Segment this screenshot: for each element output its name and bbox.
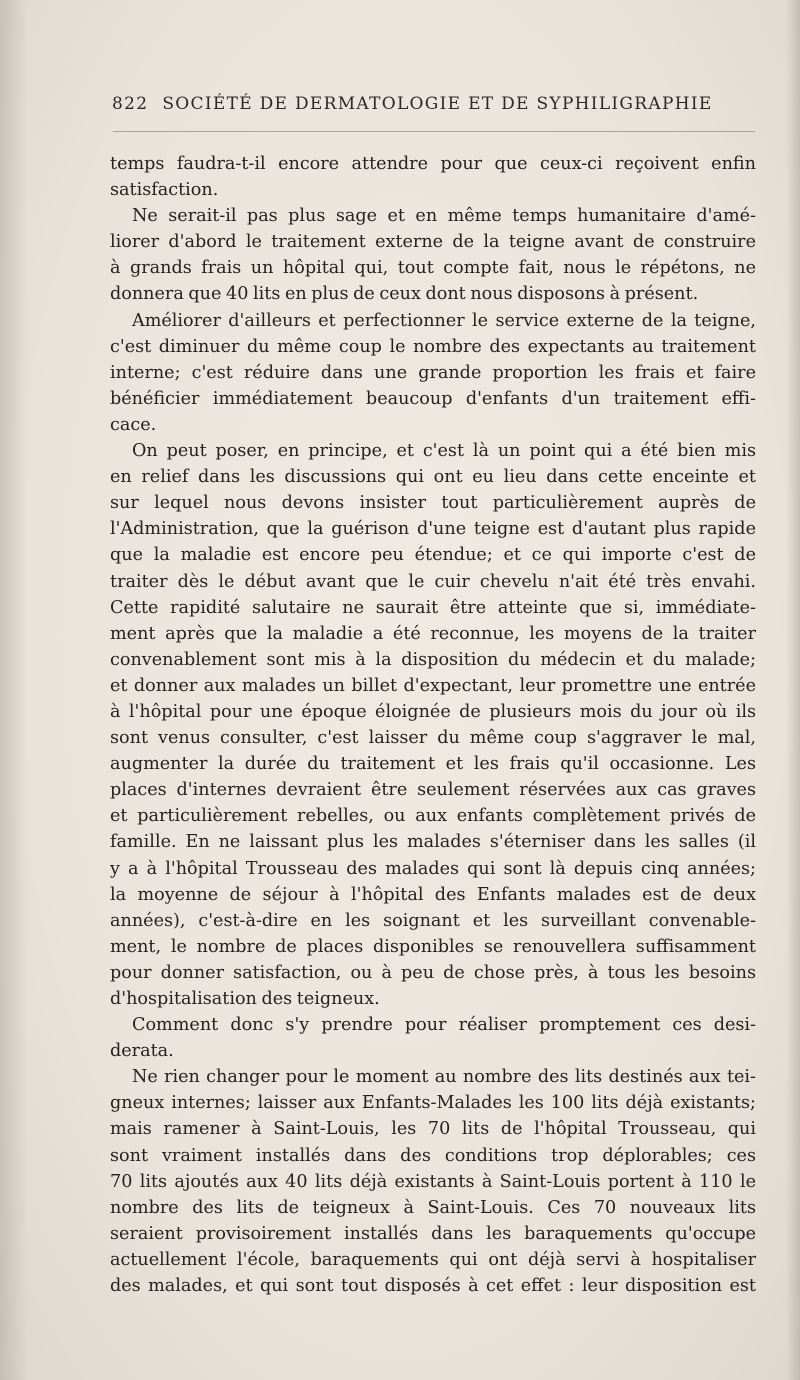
text-line: à l'hôpital pour une époque éloignée de plusieurs mois du jour où ils	[110, 701, 756, 722]
running-title: SOCIÉTÉ DE DERMATOLOGIE ET DE SYPHILIGRAPHIE	[162, 94, 713, 114]
text-line: et donner aux malades un billet d'expectant, leur promettre une entrée	[110, 675, 756, 696]
text-line: places d'internes devraient être seulement réservées aux cas graves	[110, 780, 756, 801]
text-line: c'est diminuer du même coup le nombre des expectants au traitement	[110, 336, 756, 357]
text-line: d'hospitalisation des teigneux.	[110, 989, 380, 1009]
text-line: Comment donc s'y prendre pour réaliser promptement ces desi-	[132, 1015, 756, 1036]
text-line: seraient provisoirement installés dans les baraquements qu'occupe	[110, 1223, 756, 1244]
text-line: ment, le nombre de places disponibles se renouvellera suffisamment	[110, 936, 756, 957]
text-line: années), c'est-à-dire en les soignant et les surveillant convenable-	[110, 910, 756, 931]
header-rule	[113, 131, 755, 132]
text-line: nombre des lits de teigneux à Saint-Louis. Ces 70 nouveaux lits	[110, 1197, 756, 1218]
text-line: Ne rien changer pour le moment au nombre des lits destinés aux tei-	[132, 1067, 756, 1088]
text-line: mais ramener à Saint-Louis, les 70 lits de l'hôpital Trousseau, qui	[110, 1119, 756, 1140]
text-line: sont venus consulter, c'est laisser du même coup s'aggraver le mal,	[110, 728, 756, 749]
text-line: convenablement sont mis à la disposition du médecin et du malade;	[110, 649, 756, 670]
text-line: ment après que la maladie a été reconnue, les moyens de la traiter	[110, 623, 756, 644]
text-line: la moyenne de séjour à l'hôpital des Enfants malades est de deux	[110, 884, 756, 905]
text-line: y a à l'hôpital Trousseau des malades qui sont là depuis cinq années;	[110, 858, 756, 879]
text-line: l'Administration, que la guérison d'une teigne est d'autant plus rapide	[110, 519, 756, 540]
text-line: donnera que 40 lits en plus de ceux dont nous disposons à présent.	[110, 284, 699, 305]
text-line: pour donner satisfaction, ou à peu de chose près, à tous les besoins	[110, 962, 756, 983]
text-line: en relief dans les discussions qui ont eu lieu dans cette enceinte et	[110, 467, 756, 488]
text-line: Cette rapidité salutaire ne saurait être atteinte que si, immédiate-	[110, 597, 756, 618]
text-line: Ne serait-il pas plus sage et en même temps humanitaire d'amé-	[132, 206, 756, 227]
text-line: à grands frais un hôpital qui, tout compte fait, nous le répétons, ne	[110, 258, 756, 279]
page-number: 822	[112, 94, 149, 114]
text-line: sur lequel nous devons insister tout particulièrement auprès de	[110, 493, 756, 514]
text-line: temps faudra-t-il encore attendre pour que ceux-ci reçoivent enfin	[110, 154, 756, 174]
text-line: traiter dès le début avant que le cuir chevelu n'ait été très envahi.	[110, 571, 756, 592]
running-header	[112, 94, 757, 114]
text-line: sont vraiment installés dans des conditions trop déplorables; ces	[110, 1145, 756, 1166]
text-line: liorer d'abord le traitement externe de la teigne avant de construire	[110, 232, 756, 253]
text-line: interne; c'est réduire dans une grande proportion les frais et faire	[110, 362, 756, 383]
text-line: On peut poser, en principe, et c'est là un point qui a été bien mis	[132, 441, 756, 462]
text-line: 70 lits ajoutés aux 40 lits déjà existants à Saint-Louis portent à 110 le	[110, 1171, 756, 1192]
text-line: derata.	[110, 1041, 174, 1062]
text-line: famille. En ne laissant plus les malades s'éterniser dans les salles (il	[110, 832, 756, 853]
body-text	[110, 151, 756, 1299]
text-line: satisfaction.	[110, 180, 219, 201]
text-line: cace.	[110, 414, 157, 435]
text-line: Améliorer d'ailleurs et perfectionner le service externe de la teigne,	[132, 310, 756, 331]
text-line: gneux internes; laisser aux Enfants-Malades les 100 lits déjà existants;	[110, 1093, 756, 1114]
text-line: que la maladie est encore peu étendue; et ce qui importe c'est de	[110, 545, 756, 566]
text-line: augmenter la durée du traitement et les frais qu'il occasionne. Les	[110, 754, 756, 775]
text-line: bénéficier immédiatement beaucoup d'enfants d'un traitement effi-	[110, 388, 756, 409]
text-line: des malades, et qui sont tout disposés à cet effet : leur disposition est	[110, 1276, 756, 1297]
text-line: et particulièrement rebelles, ou aux enfants complètement privés de	[110, 806, 756, 827]
text-line: actuellement l'école, baraquements qui ont déjà servi à hospitaliser	[110, 1249, 756, 1270]
